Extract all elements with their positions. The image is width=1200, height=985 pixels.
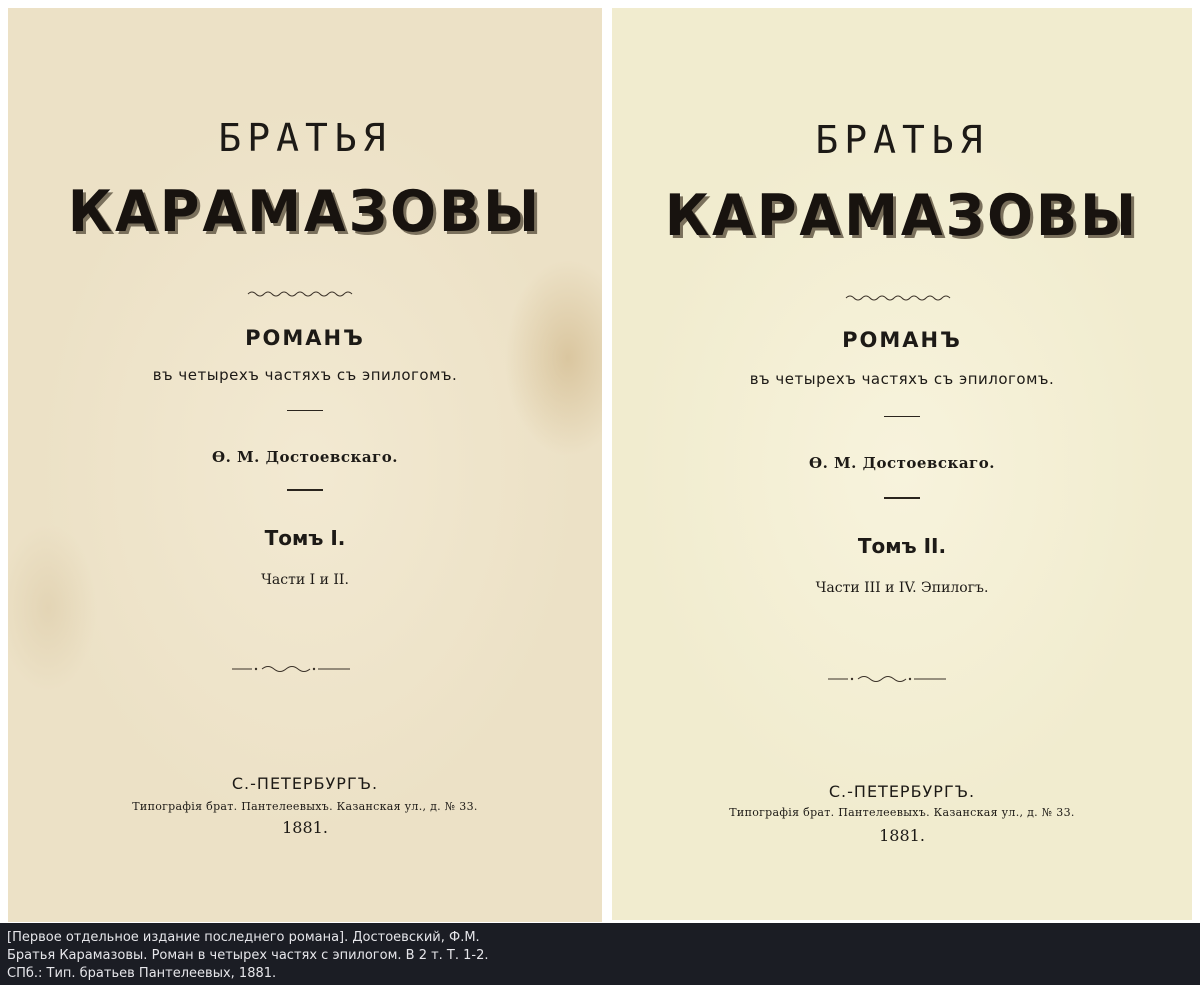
divider (8, 489, 602, 491)
volume: Томъ I. (264, 526, 346, 550)
image-caption (0, 923, 1200, 985)
caption-line-2: Братья Карамазовы. Роман в четырех частях с эпилогом. В 2 т. Т. 1-2. (7, 948, 489, 963)
volume: Томъ II. (857, 534, 947, 558)
subtitle: въ четырехъ частяхъ съ эпилогомъ. (152, 366, 458, 384)
divider (612, 416, 1192, 418)
caption-line-3: СПб.: Тип. братьев Пантелеевых, 1881. (7, 966, 277, 981)
caption-line-1: [Первое отдельное издание последнего романа]. Достоевский, Ф.М. (7, 930, 480, 945)
title-main: КАРАМАЗОВЫ (67, 178, 543, 245)
divider (612, 497, 1192, 499)
printer-line: Типографія брат. Пантелеевыхъ. Казанская ул., д. № 33. (132, 800, 478, 813)
year: 1881. (879, 826, 925, 845)
genre-label: РОМАНЪ (842, 328, 962, 352)
title-top: БРАТЬЯ (218, 116, 392, 160)
printer-line: Типографія брат. Пантелеевыхъ. Казанская ул., д. № 33. (729, 806, 1075, 819)
title-page-volume-1 (8, 8, 602, 922)
city: С.-ПЕТЕРБУРГЪ. (828, 782, 976, 801)
parts: Части III и IV. Эпилогъ. (815, 580, 989, 596)
wavy-ornament (8, 284, 602, 294)
author: Ѳ. М. Достоевскаго. (809, 454, 995, 472)
title-top: БРАТЬЯ (815, 118, 989, 162)
title-main: КАРАМАЗОВЫ (664, 182, 1140, 249)
parts: Части I и II. (261, 572, 349, 588)
author: Ѳ. М. Достоевскаго. (212, 448, 398, 466)
title-page-volume-2 (612, 8, 1192, 920)
subtitle: въ четырехъ частяхъ съ эпилогомъ. (749, 370, 1055, 388)
city: С.-ПЕТЕРБУРГЪ. (231, 774, 379, 793)
year: 1881. (282, 818, 328, 837)
genre-label: РОМАНЪ (245, 326, 365, 350)
flourish-ornament (8, 660, 602, 672)
flourish-ornament (612, 670, 1192, 682)
divider (8, 410, 602, 412)
wavy-ornament (612, 288, 1192, 298)
